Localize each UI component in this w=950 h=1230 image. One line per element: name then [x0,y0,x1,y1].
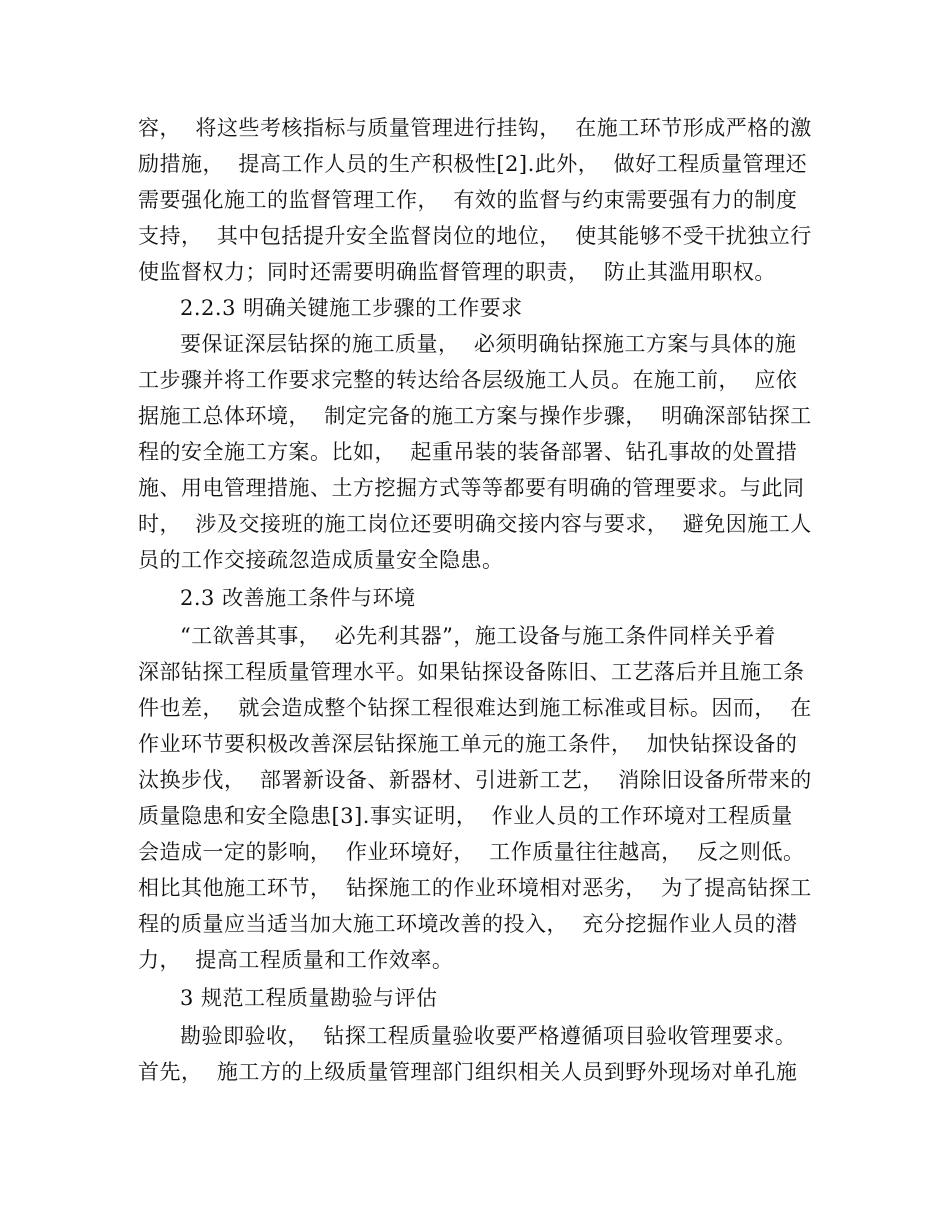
text-line: 支持， 其中包括提升安全监督岗位的地位， 使其能够不受干扰独立行 [138,224,812,248]
text-line: 时， 涉及交接班的施工岗位还要明确交接内容与要求， 避免因施工人 [138,512,812,536]
text-line: 作业环节要积极改善深层钻探施工单元的施工条件， 加快钻探设备的 [138,732,798,756]
text-line: 使监督权力；同时还需要明确监督管理的职责， 防止其滥用职权。 [138,260,776,284]
text-line: 要保证深层钻探的施工质量， 必须明确钻探施工方案与具体的施 [180,332,797,356]
text-line: 据施工总体环境， 制定完备的施工方案与操作步骤， 明确深部钻探工 [138,404,812,428]
text-line: 励措施， 提高工作人员的生产积极性[2].此外， 做好工程质量管理还 [138,152,808,176]
text-line: 工步骤并将工作要求完整的转达给各层级施工人员。在施工前， 应依 [138,368,798,392]
text-line: 施、用电管理措施、土方挖掘方式等等都要有明确的管理要求。与此同 [138,476,805,500]
section-heading: 2.2.3 明确关键施工步骤的工作要求 [180,296,523,320]
text-line: 首先， 施工方的上级质量管理部门组织相关人员到野外现场对单孔施 [138,1060,798,1084]
text-line: 容， 将这些考核指标与质量管理进行挂钩， 在施工环节形成严格的激 [138,116,812,140]
text-line: 员的工作交接疏忽造成质量安全隐患。 [138,548,504,572]
text-line: 会造成一定的影响， 作业环境好， 工作质量往往越高， 反之则低。 [138,840,805,864]
text-line: 程的安全施工方案。比如， 起重吊装的装备部署、钻孔事故的处置措 [138,440,798,464]
text-line: 相比其他施工环节， 钻探施工的作业环境相对恶劣， 为了提高钻探工 [138,876,812,900]
text-line: 需要强化施工的监督管理工作， 有效的监督与约束需要强有力的制度 [138,188,798,212]
text-line: 件也差， 就会造成整个钻探工程很难达到施工标准或目标。因而， 在 [138,696,812,720]
section-heading: 3 规范工程质量勘验与评估 [180,986,438,1010]
text-line: 勘验即验收， 钻探工程质量验收要严格遵循项目验收管理要求。 [180,1024,797,1048]
text-line: 汰换步伐， 部署新设备、新器材、引进新工艺， 消除旧设备所带来的 [138,768,812,792]
text-line: 质量隐患和安全隐患[3].事实证明， 作业人员的工作环境对工程质量 [138,804,793,828]
text-line: 程的质量应当适当加大施工环境改善的投入， 充分挖掘作业人员的潜 [138,912,798,936]
text-line: “工欲善其事， 必先利其器”，施工设备与施工条件同样关乎着 [180,624,776,648]
text-line: 深部钻探工程质量管理水平。如果钻探设备陈旧、工艺落后并且施工条 [138,660,805,684]
text-line: 力， 提高工程质量和工作效率。 [138,948,454,972]
section-heading: 2.3 改善施工条件与环境 [180,586,416,610]
